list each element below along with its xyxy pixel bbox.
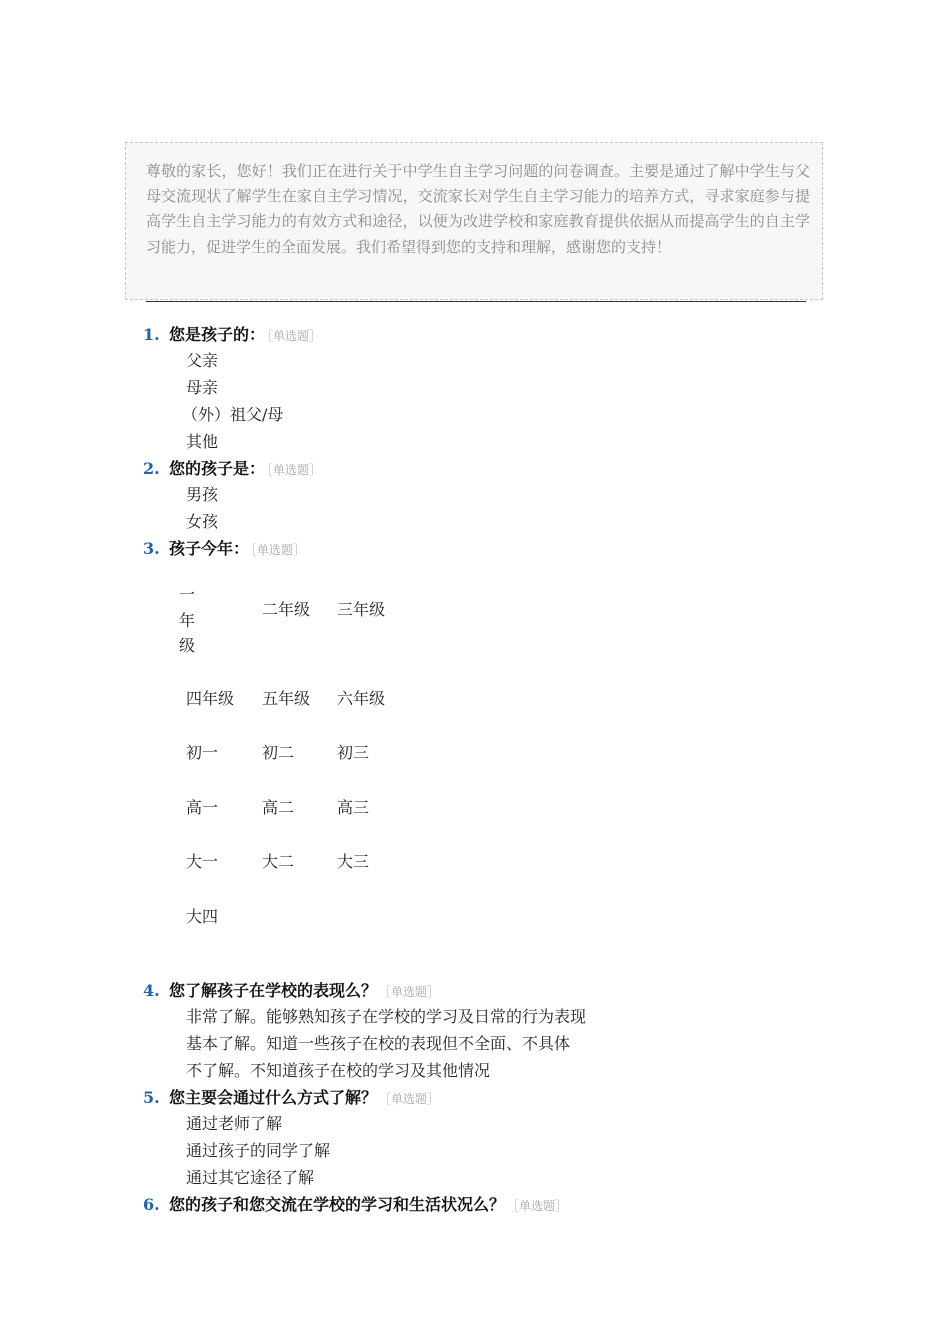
q5-option-other-channels[interactable]: 通过其它途径了解: [186, 1168, 315, 1187]
question-type-tag: ［单选题］: [267, 329, 322, 343]
question-title: 您是孩子的：: [169, 325, 266, 344]
question-4-header: [143, 981, 439, 1002]
question-type-tag: ［单选题］: [251, 543, 306, 557]
question-5-header: [143, 1088, 439, 1109]
q3-option-grade-6[interactable]: 六年级: [337, 689, 386, 708]
q3-option-senior-2[interactable]: 高二: [262, 798, 295, 817]
question-type-tag: ［单选题］: [379, 1092, 440, 1106]
intro-divider: [146, 301, 806, 302]
question-number: 3.: [143, 539, 160, 558]
question-number: 2.: [143, 459, 160, 478]
q4-option-very-familiar[interactable]: 非常了解。能够熟知孩子在学校的学习及日常的行为表现: [186, 1007, 587, 1026]
q3-option-grade-2[interactable]: 二年级: [262, 600, 311, 619]
question-title: 孩子今年：: [169, 539, 250, 558]
question-2-header: [143, 459, 321, 480]
q1-option-grandparent[interactable]: （外）祖父/母: [182, 405, 284, 424]
q3-option-junior-3[interactable]: 初三: [337, 743, 370, 762]
question-type-tag: ［单选题］: [267, 463, 322, 477]
question-3-header: [143, 539, 305, 560]
intro-box: [125, 142, 823, 300]
question-number: 5.: [143, 1088, 160, 1107]
question-title: 您了解孩子在学校的表现么？: [169, 981, 378, 1000]
q5-option-classmates[interactable]: 通过孩子的同学了解: [186, 1141, 331, 1160]
q3-option-grade-1[interactable]: 一年级: [179, 585, 196, 655]
q4-option-unfamiliar[interactable]: 不了解。不知道孩子在校的学习及其他情况: [186, 1061, 491, 1080]
q3-option-grade-4[interactable]: 四年级: [186, 689, 235, 708]
q4-option-basic[interactable]: 基本了解。知道一些孩子在校的表现但不全面、不具体: [186, 1034, 571, 1053]
question-number: 4.: [143, 981, 160, 1000]
q2-option-boy[interactable]: 男孩: [186, 485, 219, 504]
q3-option-grade-3[interactable]: 三年级: [337, 600, 386, 619]
q3-option-grade-5[interactable]: 五年级: [262, 689, 311, 708]
question-6-header: [143, 1195, 567, 1216]
question-number: 1.: [143, 325, 160, 344]
question-title: 您的孩子和您交流在学校的学习和生活状况么？: [169, 1195, 506, 1214]
q5-option-teacher[interactable]: 通过老师了解: [186, 1114, 283, 1133]
q3-option-college-3[interactable]: 大三: [337, 852, 370, 871]
q3-option-college-2[interactable]: 大二: [262, 852, 295, 871]
q3-option-junior-1[interactable]: 初一: [186, 743, 219, 762]
q3-option-college-1[interactable]: 大一: [186, 852, 219, 871]
q3-option-junior-2[interactable]: 初二: [262, 743, 295, 762]
q1-option-mother[interactable]: 母亲: [186, 378, 219, 397]
q1-option-other[interactable]: 其他: [186, 432, 219, 451]
intro-text: 尊敬的家长，您好！我们正在进行关于中学生自主学习问题的问卷调查。主要是通过了解中学生与父母交流现状了解学生在家自主学习情况，交流家长对学生自主学习能力的培养方式，寻求家庭参与提高学生自主学习能力的有效方式和途径，以便为改进学校和家庭教育提供依据从而提高学生的自主学习能力，促进学生的全面发展。我们希望得到您的支持和理解，感谢您的支持！: [146, 162, 810, 256]
q2-option-girl[interactable]: 女孩: [186, 512, 219, 531]
question-1-header: [143, 325, 321, 346]
question-type-tag: ［单选题］: [507, 1199, 568, 1213]
q3-option-college-4[interactable]: 大四: [186, 907, 219, 926]
q3-option-senior-3[interactable]: 高三: [337, 798, 370, 817]
q1-option-father[interactable]: 父亲: [186, 351, 219, 370]
question-title: 您主要会通过什么方式了解？: [169, 1088, 378, 1107]
question-number: 6.: [143, 1195, 160, 1214]
question-type-tag: ［单选题］: [379, 985, 440, 999]
question-title: 您的孩子是：: [169, 459, 266, 478]
q3-option-senior-1[interactable]: 高一: [186, 798, 219, 817]
